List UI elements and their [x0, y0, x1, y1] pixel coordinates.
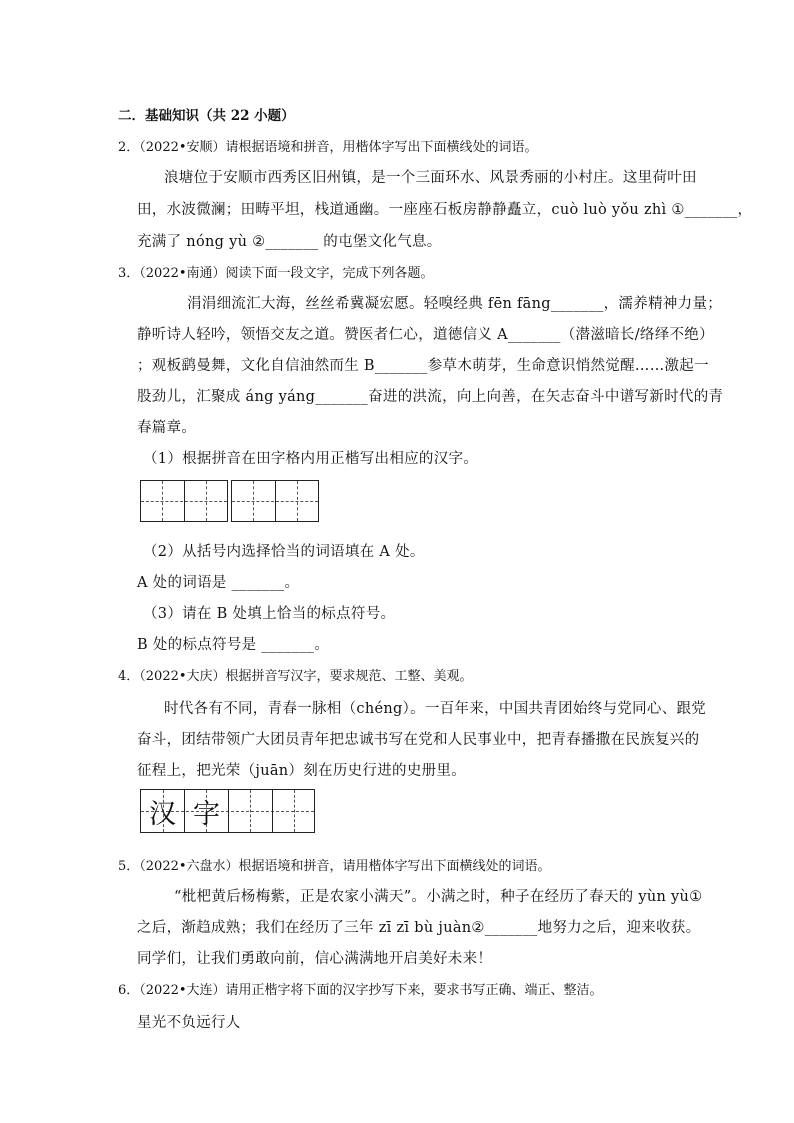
grid-dashed-divider — [250, 790, 251, 832]
grid-cell-divider — [272, 790, 273, 832]
question-2-line-3: 充满了 nóng yù ②_______ 的屯堡文化气息。 — [137, 234, 442, 250]
question-4-line-1: 时代各有不同，青春一脉相（chéng）。一百年来，中国共青团始终与党同心、跟党 — [164, 701, 707, 717]
section-title: 二．基础知识（共 22 小题） — [118, 108, 295, 124]
question-3-answer-a: A 处的词语是 _______。 — [137, 575, 300, 591]
grid-dashed-divider — [162, 481, 163, 521]
question-5-line-2: 之后，渐趋成熟；我们在经历了三年 zī zī bù juàn②_______地努力之后，迎来收获。 — [137, 920, 701, 936]
question-6-line-1: 星光不负远行人 — [137, 1015, 241, 1031]
grid-char-zi: 字 — [193, 799, 220, 830]
question-6-header: 6．（2022•大连）请用正楷字将下面的汉字抄写下来，要求书写正确、端正、整洁。 — [118, 983, 603, 998]
grid-dashed-divider — [253, 481, 254, 521]
question-3-sub-1: （1）根据拼音在田字格内用正楷写出相应的汉字。 — [143, 451, 479, 467]
question-3-sub-2: （2）从括号内选择恰当的词语填在 A 处。 — [143, 544, 425, 560]
grid-dashed-divider — [206, 481, 207, 521]
grid-dashed-divider — [294, 790, 295, 832]
question-3-header: 3．（2022•南通）阅读下面一段文字，完成下列各题。 — [118, 266, 434, 281]
grid-cell-divider — [228, 790, 229, 832]
grid-cell-divider — [275, 481, 276, 521]
question-5-line-1: “枇杷黄后杨梅紫，正是农家小满天”。小满之时，种子在经历了春天的 yùn yù① — [174, 889, 703, 905]
question-2-header: 2．（2022•安顺）请根据语境和拼音，用楷体字写出下面横线处的词语。 — [118, 140, 538, 155]
tianzige-grid-left[interactable] — [140, 480, 228, 522]
question-3-line-2: 静听诗人轻吟，领悟交友之道。赞医者仁心，道德信义 A_______（潜滋暗长/络绎不绝） — [137, 327, 714, 343]
grid-dashed-divider — [297, 481, 298, 521]
question-5-header: 5．（2022•六盘水）根据语境和拼音，请用楷体字写出下面横线处的词语。 — [118, 859, 551, 874]
grid-char-han: 汉 — [149, 799, 176, 830]
question-3-line-3: ；观板鹞曼舞，文化自信油然而生 B_______参草木萌芽，生命意识悄然觉醒……激起一 — [137, 358, 709, 374]
grid-cell-divider — [184, 481, 185, 521]
question-4-line-2: 奋斗，团结带领广大团员青年把忠诚书写在党和人民事业中，把青春播撒在民族复兴的 — [137, 732, 700, 748]
question-2-line-2: 田，水波微澜；田畴平坦，栈道通幽。一座座石板房静静矗立，cuò luò yǒu zhì ①_______， — [137, 202, 753, 218]
practice-grid[interactable] — [140, 789, 315, 833]
grid-cell-divider — [184, 790, 185, 832]
question-2-line-1: 浪塘位于安顺市西秀区旧州镇，是一个三面环水、风景秀丽的小村庄。这里荷叶田 — [164, 170, 697, 186]
question-4-line-3: 征程上，把光荣（juān）刻在历史行进的史册里。 — [137, 763, 467, 779]
question-3-answer-b: B 处的标点符号是 _______。 — [137, 637, 330, 653]
question-3-line-4: 股劲儿，汇聚成 áng yáng_______奋进的洪流，向上向善，在矢志奋斗中谱写新时代的青 — [137, 389, 724, 405]
tianzige-grid-right[interactable] — [231, 480, 319, 522]
question-3-sub-3: （3）请在 B 处填上恰当的标点符号。 — [143, 606, 396, 622]
question-3-line-1: 涓涓细流汇大海，丝丝希冀凝宏愿。轻嗅经典 fēn fāng_______，濡养精神力量； — [187, 296, 723, 312]
question-4-header: 4．（2022•大庆）根据拼音写汉字，要求规范、工整、美观。 — [118, 669, 473, 684]
question-5-line-3: 同学们，让我们勇敢向前，信心满满地开启美好未来！ — [137, 951, 493, 967]
question-3-line-5: 春篇章。 — [137, 420, 197, 436]
